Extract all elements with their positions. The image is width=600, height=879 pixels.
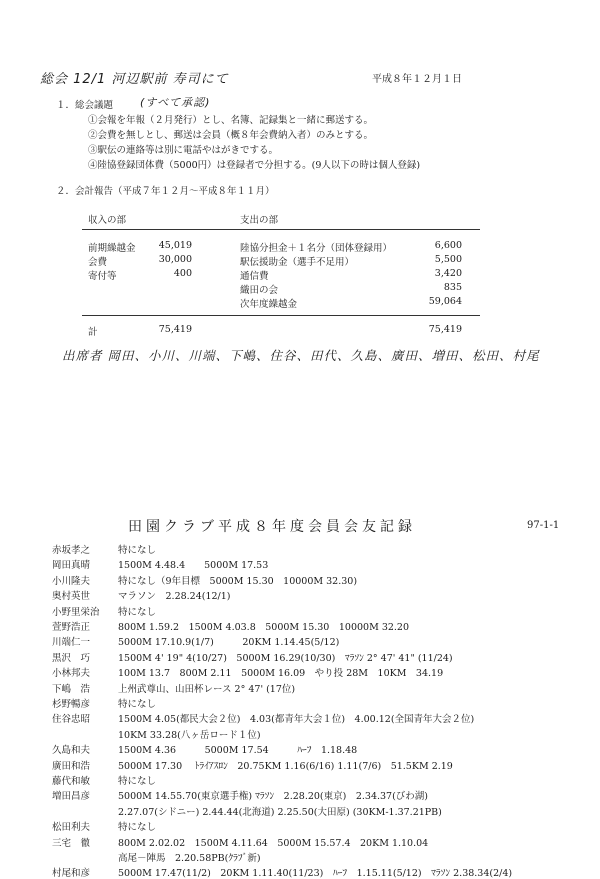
member-name: 松田利夫: [52, 822, 91, 834]
income-label: 寄付等: [88, 271, 117, 282]
income-title: 収入の部: [88, 215, 127, 226]
member-record: 800M 1.59.2 1500M 4.03.8 5000M 15.30 10000M 32.20: [118, 622, 410, 633]
member-name: 村尾和彦: [52, 868, 91, 879]
member-record: 5000M 17.47(11/2) 20KM 1.11.40(11/23) ﾊｰﾌ 1.15.11(5/12) ﾏﾗｿﾝ 2.38.34(2/4): [118, 868, 513, 879]
member-record: マラソン 2.28.24(12/1): [118, 591, 231, 603]
member-record: 5000M 14.55.70(東京選手権) ﾏﾗｿﾝ 2.28.20(東京) 2.34.37(びわ湖): [118, 791, 429, 803]
income-amount: 400: [173, 268, 192, 279]
member-name: 住谷忠昭: [52, 714, 91, 726]
member-name: 萱野浩正: [52, 622, 91, 633]
income-amount: 30,000: [158, 254, 192, 265]
member-record: 1500M 4.36 5000M 17.54 ﾊｰﾌ 1.18.48: [118, 745, 358, 757]
member-record: 特になし: [118, 545, 157, 556]
member-record: 1500M 4' 19" 4(10/27) 5000M 16.29(10/30) ﾏﾗｿﾝ 2° 47' 41" (11/24): [118, 652, 453, 664]
document-date: 平成８年１２月１日: [372, 74, 462, 85]
meeting-note: 総会 12/1 河辺駅前 寿司にて: [40, 72, 229, 87]
member-name: 増田昌彦: [52, 791, 91, 803]
member-name: 小野里栄治: [52, 606, 100, 618]
expense-title: 支出の部: [240, 215, 279, 226]
member-name: 藤代和敏: [52, 776, 91, 787]
member-record: 5000M 17.10.9(1/7) 20KM 1.14.45(5/12): [118, 637, 340, 649]
expense-total: 75,419: [428, 324, 462, 335]
member-record: 10KM 33.28(八ヶ岳ロード１位): [118, 729, 261, 741]
agenda-item: ④陸協登録団体費（5000円）は登録者で分担する。(9人以下の時は個人登録): [88, 160, 421, 171]
expense-amount: 835: [443, 282, 462, 293]
agenda-note: (すべて承認): [140, 96, 211, 109]
income-amount: 45,019: [158, 240, 192, 251]
member-name: 奥村英世: [52, 591, 91, 603]
member-record: 特になし: [118, 822, 157, 834]
expense-amount: 3,420: [434, 268, 462, 279]
member-name: 杉野暢彦: [52, 699, 91, 710]
member-name: 黒沢 巧: [52, 652, 91, 664]
member-record: 2.27.07(シドニー) 2.44.44(北海道) 2.25.50(大田原) (30KM-1.37.21PB): [118, 806, 442, 818]
table-bottom-rule: [82, 315, 480, 316]
member-record: 特になし: [118, 699, 157, 710]
expense-label: 織田の会: [240, 285, 279, 296]
member-record: 1500M 4.05(都民大会２位) 4.03(都青年大会１位) 4.00.12(全国青年大会２位): [118, 714, 475, 726]
expense-amount: 6,600: [434, 240, 462, 251]
total-label: 計: [88, 327, 98, 338]
expense-label: 次年度繰越金: [240, 299, 298, 310]
agenda-heading: １．総会議題: [56, 100, 114, 111]
accounting-heading: ２．会計報告（平成７年１２月～平成８年１１月）: [56, 186, 275, 197]
expense-amount: 59,064: [428, 296, 462, 307]
member-name: 赤坂孝之: [52, 545, 91, 556]
member-record: 100M 13.7 800M 2.11 5000M 16.09 やり投 28M 10KM 34.19: [118, 668, 444, 680]
member-name: 下嶋 浩: [52, 683, 91, 695]
attendees-list: 出席者 岡田、小川、川端、下嶋、住谷、田代、久島、廣田、増田、松田、村尾: [62, 348, 540, 363]
agenda-item: ②会費を無しとし、郵送は会員（概８年会費納入者）のみとする。: [88, 130, 374, 141]
expense-label: 駅伝援助金（選手不足用）: [240, 257, 355, 268]
expense-amount: 5,500: [434, 254, 462, 265]
member-record: 特になし: [118, 606, 157, 618]
member-name: 川端仁一: [52, 637, 91, 649]
agenda-item: ③駅伝の連絡等は別に電話やはがきでする。: [88, 145, 279, 156]
member-name: 久島和夫: [52, 745, 91, 757]
records-title: 田園クラブ平成８年度会員会友記録: [128, 519, 416, 535]
agenda-item: ①会報を年報（２月発行）とし、名簿、記録集と一緒に郵送する。: [88, 115, 374, 126]
member-record: 特になし（9年目標 5000M 15.30 10000M 32.30): [118, 575, 358, 587]
table-top-rule: [82, 229, 480, 230]
member-name: 小林邦夫: [52, 668, 91, 680]
expense-label: 通信費: [240, 271, 269, 282]
income-total: 75,419: [158, 324, 192, 335]
income-label: 前期繰越金: [88, 243, 136, 254]
member-record: 高尾－陣馬 2.20.58PB(ｸﾗﾌﾞ新): [118, 853, 261, 864]
member-name: 廣田和浩: [52, 760, 91, 772]
member-name: 三宅 徹: [52, 837, 91, 849]
expense-label: 陸協分担金＋１名分（団体登録用）: [240, 243, 393, 254]
member-record: 5000M 17.30 ﾄﾗｲｱｽﾛﾝ 20.75KM 1.16(6/16) 1.11(7/6) 51.5KM 2.19: [118, 760, 453, 772]
records-code: 97-1-1: [527, 520, 560, 531]
income-label: 会費: [88, 257, 108, 268]
member-record: 1500M 4.48.4 5000M 17.53: [118, 560, 269, 572]
member-name: 岡田真晴: [52, 560, 91, 572]
member-record: 800M 2.02.02 1500M 4.11.64 5000M 15.57.4 20KM 1.10.04: [118, 837, 429, 849]
member-name: 小川隆夫: [52, 575, 91, 587]
member-record: 上州武尊山、山田杯レース 2° 47' (17位): [118, 683, 296, 695]
member-record: 特になし: [118, 776, 157, 787]
